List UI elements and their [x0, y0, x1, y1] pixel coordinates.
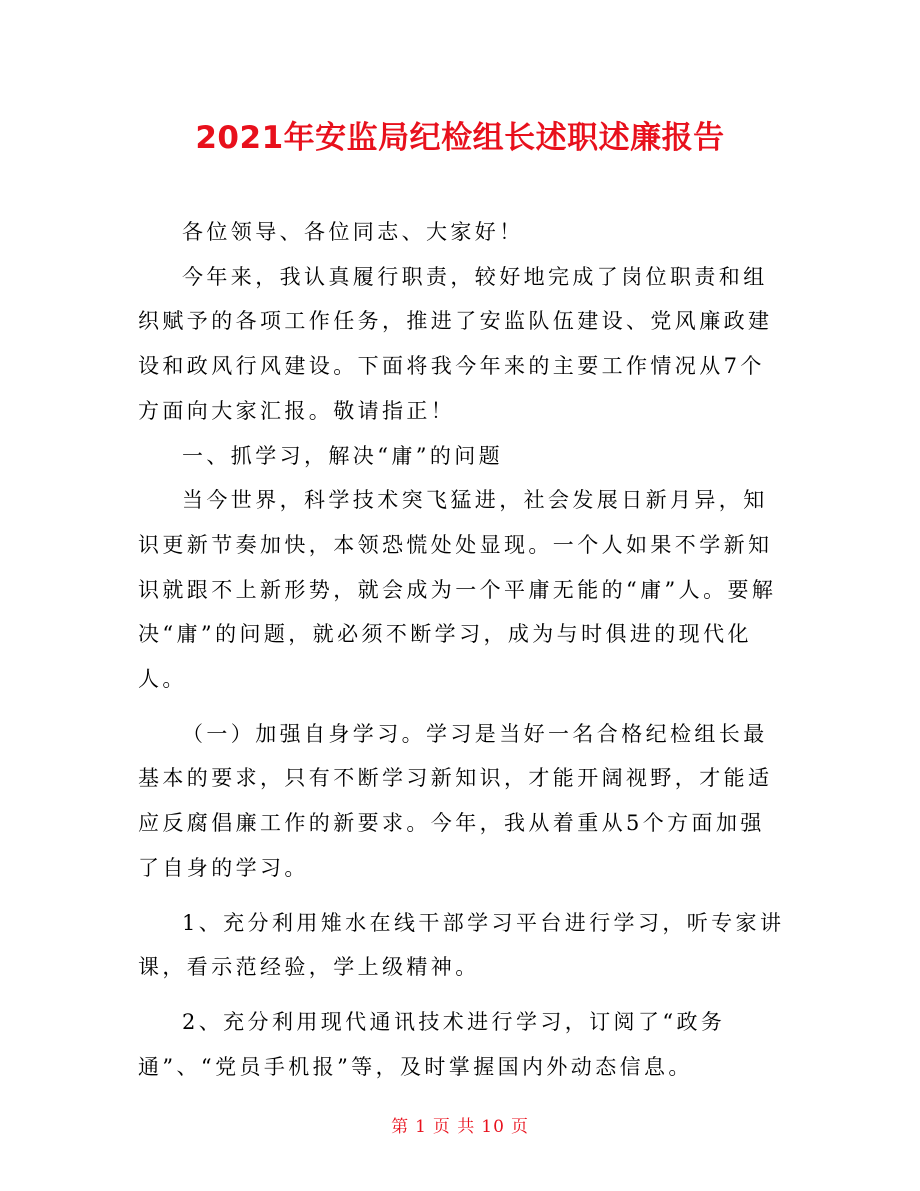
document-body [138, 210, 788, 1089]
document-title: 2021年安监局纪检组长述职述廉报告 [195, 120, 725, 156]
footer-label-mid: 页 共 [432, 1117, 476, 1137]
footer-current-page: 1 [415, 1117, 427, 1137]
page-footer [0, 1112, 920, 1137]
section-1-paragraph: 当今世界，科学技术突飞猛进，社会发展日新月异，知识更新节奏加快，本领恐慌处处显现。一个人如果不学新知识就跟不上新形势，就会成为一个平庸无能的“庸”人。要解决“庸”的问题，就必须不断学习，成为与时俱进的现代化人。 [138, 488, 777, 692]
list-item-2: 2、充分利用现代通讯技术进行学习，订阅了“政务通”、“党员手机报”等，及时掌握国内外动态信息。 [138, 1009, 726, 1079]
section-heading-1: 一、抓学习，解决“庸”的问题 [182, 443, 504, 468]
list-item-1: 1、充分利用雉水在线干部学习平台进行学习，听专家讲课，看示范经验，学上级精神。 [138, 910, 785, 980]
footer-total-pages: 10 [481, 1117, 505, 1137]
footer-label-page: 第 [391, 1117, 410, 1137]
greeting-paragraph: 各位领导、各位同志、大家好！ [182, 220, 524, 244]
intro-paragraph: 今年来，我认真履行职责，较好地完成了岗位职责和组织赋予的各项工作任务，推进了安监队伍建设、党风廉政建设和政风行风建设。下面将我今年来的主要工作情况从7个方面向大家汇报。敬请指正！ [138, 264, 773, 423]
subsection-1-paragraph: （一）加强自身学习。学习是当好一名合格纪检组长最基本的要求，只有不断学习新知识，才能开阔视野，才能适应反腐倡廉工作的新要求。今年，我从着重从5个方面加强了自身的学习。 [138, 721, 773, 880]
footer-label-end: 页 [510, 1117, 529, 1137]
